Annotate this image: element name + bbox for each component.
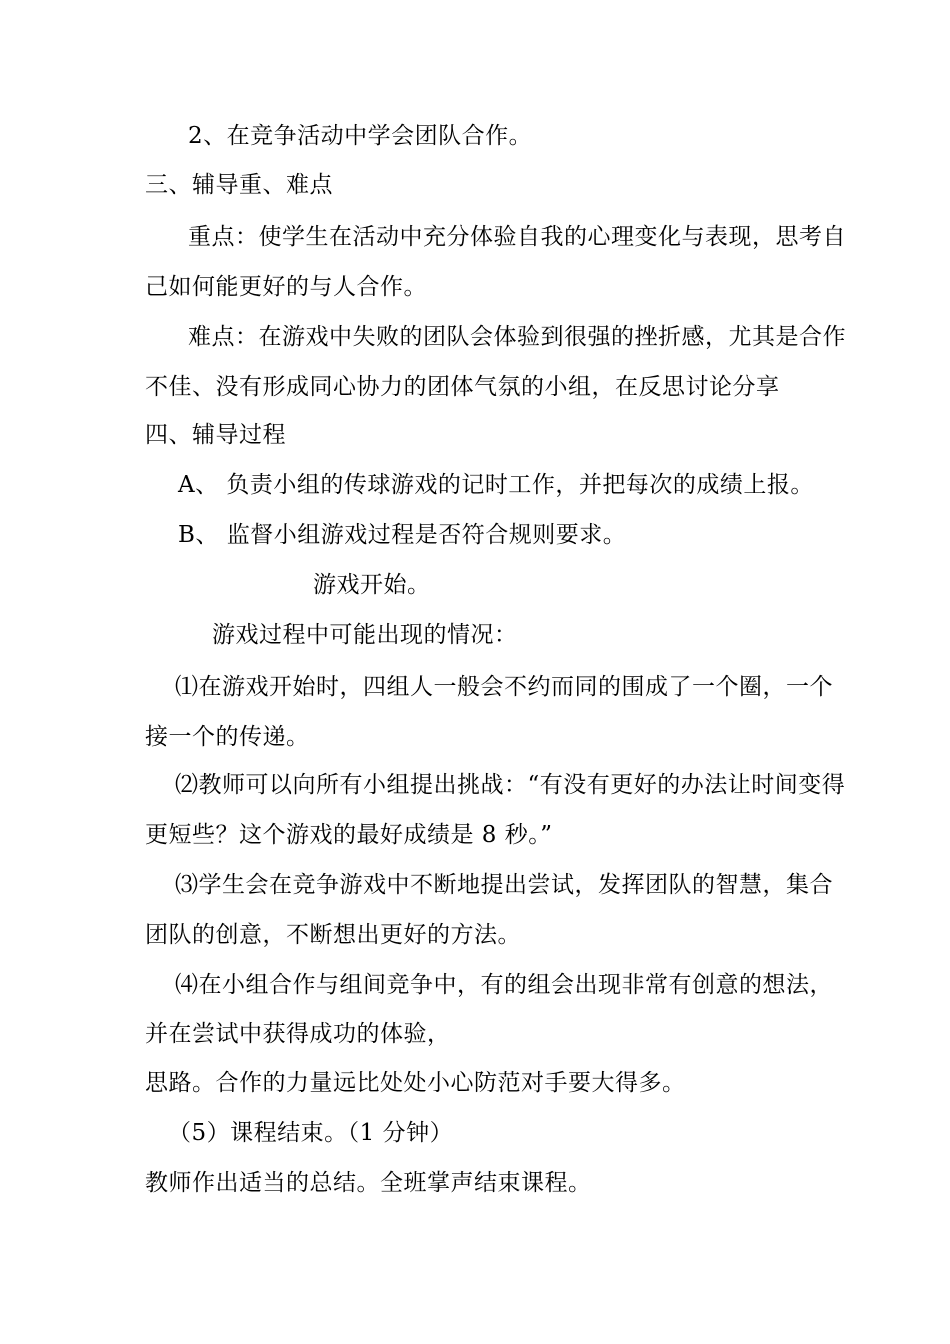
key-point-line-1: 重点：使学生在活动中充分体验自我的心理变化与表现，思考自 bbox=[188, 224, 846, 250]
course-end-item: （5）课程结束。（1 分钟） bbox=[168, 1120, 454, 1146]
situation-1-line-2: 接一个的传递。 bbox=[145, 724, 310, 750]
objective-item-2: 2、在竞争活动中学会团队合作。 bbox=[188, 123, 533, 149]
game-start-text: 游戏开始。 bbox=[313, 572, 431, 598]
situation-4-line-2: 并在尝试中获得成功的体验， bbox=[145, 1021, 451, 1047]
situation-4-line-3: 思路。合作的力量远比处处小心防范对手要大得多。 bbox=[145, 1070, 686, 1096]
situation-2-line-1: ⑵教师可以向所有小组提出挑战：“有没有更好的办法让时间变得 bbox=[175, 772, 846, 798]
situation-3-line-2: 团队的创意，不断想出更好的方法。 bbox=[145, 922, 521, 948]
teacher-summary-line: 教师作出适当的总结。全班掌声结束课程。 bbox=[145, 1170, 592, 1196]
situation-3-line-1: ⑶学生会在竞争游戏中不断地提出尝试，发挥团队的智慧，集合 bbox=[175, 872, 833, 898]
process-item-b: B、 监督小组游戏过程是否符合规则要求。 bbox=[178, 522, 627, 548]
section-heading-key-points: 三、辅导重、难点 bbox=[145, 172, 333, 198]
section-heading-process: 四、辅导过程 bbox=[145, 422, 286, 448]
situation-1-line-1: ⑴在游戏开始时，四组人一般会不约而同的围成了一个圈，一个 bbox=[175, 674, 833, 700]
situation-2-line-2: 更短些？这个游戏的最好成绩是 8 秒。” bbox=[145, 822, 553, 848]
key-point-line-2: 己如何能更好的与人合作。 bbox=[145, 274, 427, 300]
difficulty-line-2: 不佳、没有形成同心协力的团体气氛的小组，在反思讨论分享 bbox=[145, 374, 780, 400]
difficulty-line-1: 难点：在游戏中失败的团队会体验到很强的挫折感，尤其是合作 bbox=[188, 324, 846, 350]
process-item-a: A、 负责小组的传球游戏的记时工作，并把每次的成绩上报。 bbox=[178, 472, 814, 498]
possible-situations-heading: 游戏过程中可能出现的情况： bbox=[212, 622, 518, 648]
situation-4-line-1: ⑷在小组合作与组间竞争中，有的组会出现非常有创意的想法， bbox=[175, 972, 833, 998]
